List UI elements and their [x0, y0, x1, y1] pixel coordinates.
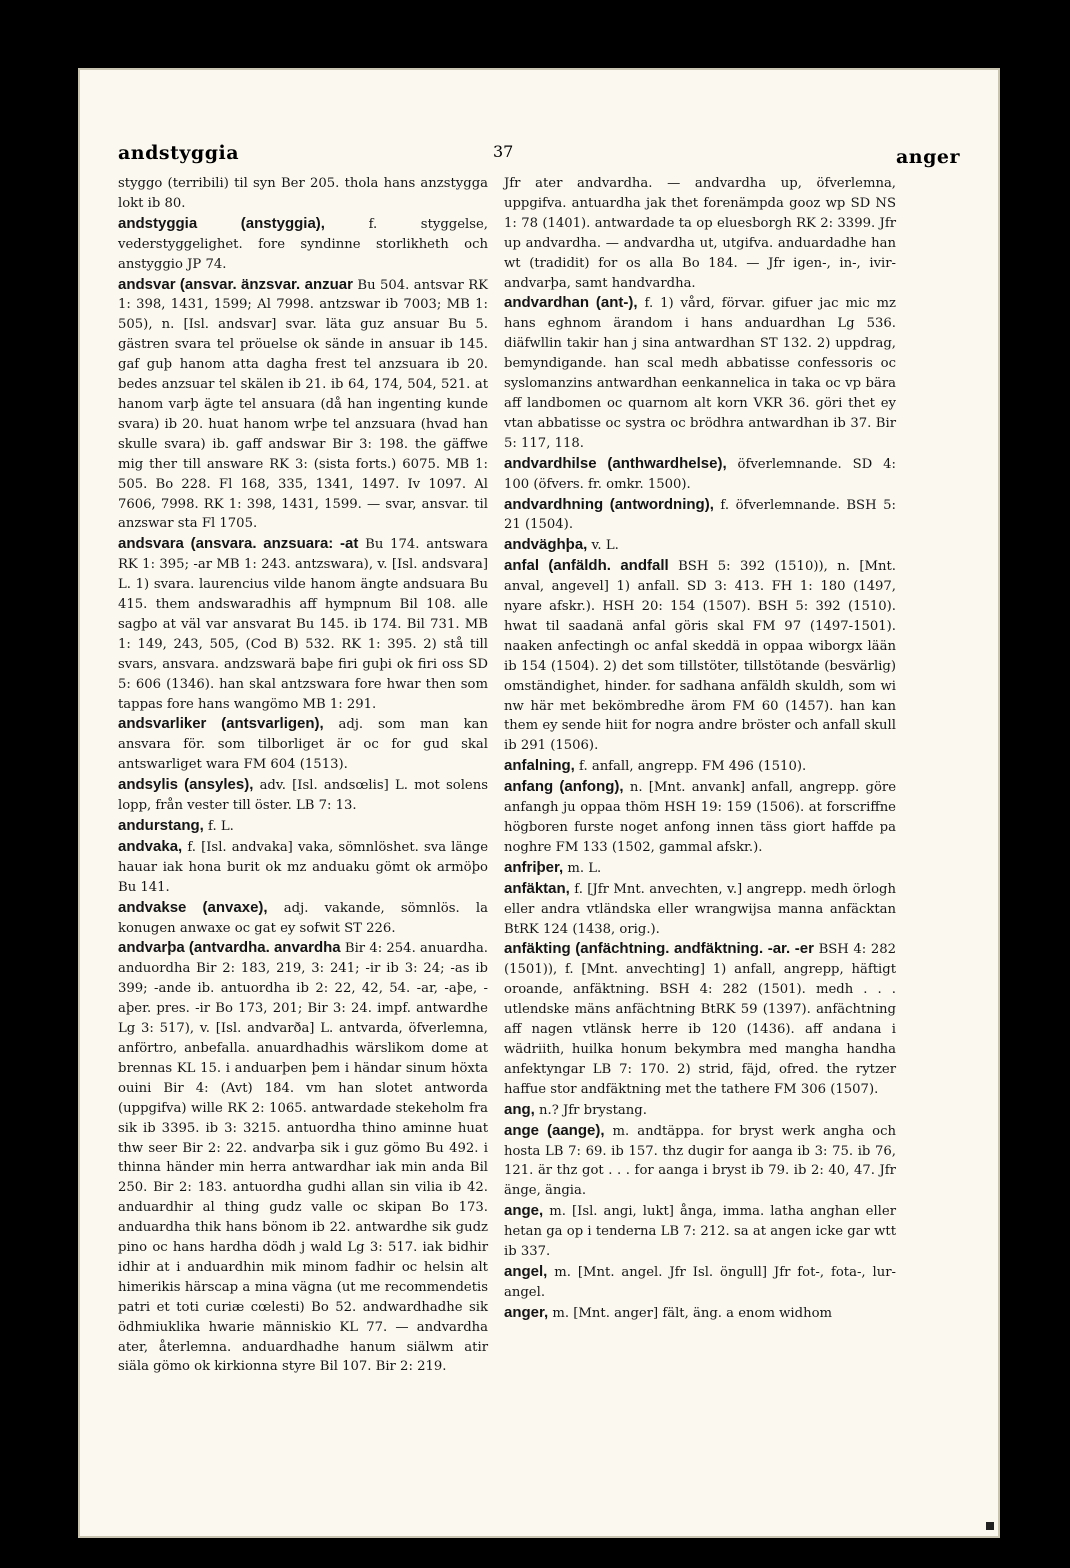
headword: andvardhning (antwordning),	[504, 495, 714, 513]
entry-definition: m. L.	[563, 860, 602, 876]
entry-definition: m. [Isl. angi, lukt] ånga, imma. latha anghan eller hetan ga op i tenderna LB 7: 212. sa at angen icke gar wtt ib 337.	[504, 1204, 896, 1260]
headword: anfriþer,	[504, 858, 564, 876]
dictionary-entry	[504, 777, 896, 858]
entry-definition: m. [Mnt. anger] fält, äng. a enom widhom	[548, 1305, 833, 1321]
dictionary-entry	[118, 775, 488, 816]
headword: andsylis (ansyles),	[118, 776, 254, 794]
dictionary-entry	[504, 939, 896, 1099]
dictionary-entry	[504, 454, 896, 495]
entry-definition: BSH 5: 392 (1510)), n. [Mnt. anval, angevel] 1) anfall. SD 3: 413. FH 1: 180 (1497, nyare afskr.). HSH 20: 154 (1507). BSH 5: 392 (1510). hwat til saadanä anfal göris skal FM 97 (1497-1501). naaken anfectingh oc anfal skeddä in oppaa wiborgx lään ib 154 (1504). 2) det som tillstöter, tillstötande (besvärlig) omständighet, hinder. for sadhana anfäldh skuldh, som wi nw här met bekömbredhe ärom FM 60 (1457). han kan them ey sende hiit for nogra andre bröster och anfall skull ib 291 (1506).	[504, 559, 897, 754]
dictionary-entry	[118, 898, 488, 939]
headword: anger,	[504, 1303, 549, 1321]
entry-definition: f. [Isl. andvaka] vaka, sömnlöshet. sva länge hauar iak hona burit ok mz anduaku gömt ok armöþo Bu 141.	[118, 839, 488, 895]
entry-definition: Jfr ater andvardha. — andvardha up, öfverlemna, uppgifva. antuardha jak thet forenämpda gooz wp SD NS 1: 78 (1401). antwardade ta op eluesborgh RK 2: 3399. Jfr up andvardha. — andvardha ut, utgifva. anduardadhe han wt (tradidit) for os alla Bo 184. — Jfr igen-, in-, ivir-andvarþa, samt handvardha.	[504, 176, 896, 291]
entry-definition: f. [Jfr Mnt. anvechten, v.] angrepp. medh örlogh eller andra vtländska eller wrangwijsa manna anfäcktan BtRK 124 (1438, orig.).	[504, 881, 896, 937]
dictionary-entry	[504, 1100, 896, 1121]
header-right-guideword: anger	[895, 146, 960, 168]
entry-definition: Bir 4: 254. anuardha. anduordha Bir 2: 183, 219, 3: 241; -ir ib 3: 24; -as ib 399; -ande ib. antuordha ib 2: 22, 42, 54. -ar, -aþe, -aþer. pres. -ir Bo 173, 201; Bir 3: 24. impf. antwardhe Lg 3: 517), v. [Isl. andvarða] L. antvarda, öfverlemna, anförtro, anbefalla. anuardhadhis wärslikom dome at brennas KL 15. i anduarþen þem i händar sinum höxta ouini Bir 4: (Avt) 184. vm han slotet antworda (uppgifva) wille RK 2: 1065. antwardade stekeholm fra sik ib 3395. ib 3: 3215. antuordha thino aminne huat thw seer Bir 2: 22. andvarþa sik i guz gömo Bu 492. i thinna händer min herra antwardhar iak min anda Bil 250. Bir 2: 183. antuordha gudhi allan sin vilia ib 42. anduardhir al thing gudz valle oc skipan Bo 173. anduardha thik hans bönom ib 22. antwardhe sik gudz pino oc hans hardha dödh j wald Lg 3: 517. iak bidhir idhir at i anduardhin mik minom fadhir oc helsin alt himerikis härscap a mina vägna (ut me recommendetis patri et toti curiæ cœlesti) Bo 52. andwardhadhe sik ödhmiuklika hwarie människio KL 77. — andvardha ater, återlemna. anduardhadhe hanum siälwm atir siäla gömo ok kirkionna styre Bil 107. Bir 2: 219.	[118, 941, 488, 1375]
headword: andvakse (anvaxe),	[118, 898, 268, 916]
entry-definition: m. andtäppa. for bryst werk angha och hosta LB 7: 69. ib 157. thz dugir for aanga ib 3: 75. ib 76, 121. är thz got . . . for aanga i bryst ib 79. ib 2: 40, 47. Jfr änge, ängia.	[504, 1123, 896, 1199]
entry-definition: n. [Mnt. anvank] anfall, angrepp. göre anfangh ju oppaa thöm HSH 19: 159 (1506). at forscriffne högboren furste noget anfong innen täss giort haffde pa noghre FM 133 (1502, gammal afskr.).	[504, 780, 896, 855]
headword: anfang (anfong),	[504, 778, 624, 796]
dictionary-entry	[118, 938, 488, 1377]
dictionary-entry	[504, 1303, 896, 1324]
headword: andsvarliker (antsvarligen),	[118, 715, 324, 733]
page-number: 37	[493, 142, 514, 161]
dictionary-entry	[504, 535, 896, 556]
dictionary-entry	[118, 174, 488, 214]
page-header	[118, 142, 960, 170]
entry-definition: adj. vakande, sömnlös. la konugen anwaxe oc gat ey sofwit ST 226.	[118, 900, 488, 936]
entry-definition: f. L.	[203, 819, 234, 834]
headword: andstyggia (anstyggia),	[118, 214, 325, 232]
entry-definition: adj. som man kan ansvara för. som tilborliget är oc for gud skal antswarliget wara FM 604 (1513).	[118, 717, 488, 773]
headword: andvardhan (ant-),	[504, 294, 638, 312]
right-column	[504, 174, 896, 1324]
headword: ange (aange),	[504, 1121, 605, 1139]
entry-definition: Bu 174. antswara RK 1: 395; -ar MB 1: 243. antzswara), v. [Isl. andsvara] L. 1) svara. laurencius vilde hanom ängte andsuara Bu 415. them andswaradhis aff hympnum Bil 108. alle sagþo at väl var ansvarat Bu 145. ib 174. Bil 731. MB 1: 149, 243, 505, (Cod B) 532. RK 1: 395. 2) stå till svars, ansvara. andzswarä baþe firi guþi ok firi oss SD 5: 606 (1346). han skal antzswara fore hwar then som tappas fore hans wangömo MB 1: 291.	[118, 537, 488, 712]
entry-definition: styggo (terribili) til syn Ber 205. thola hans anzstygga lokt ib 80.	[118, 176, 488, 211]
entry-definition: öfverlemnande. SD 4: 100 (öfvers. fr. omkr. 1500).	[504, 456, 897, 492]
headword: andvaka,	[118, 837, 183, 855]
dictionary-entry	[504, 293, 896, 453]
entry-definition: BSH 4: 282 (1501)), f. [Mnt. anvechting] 1) anfall, angrepp, häftigt oroande, anfäktning. BSH 4: 282 (1501). medh . . . utlendske mäns anfächtning BtRK 59 (1397). anfächtning aff nagen vtlänsk herre ib 120 (1436). aff andana i wädriith, huilka honum bekymbra med mangha handha anfektyngar LB 7: 170. 2) strid, fäjd, ofred. the rytzer haffue stor andfäktning met the tathere FM 306 (1507).	[504, 942, 897, 1097]
headword: angel,	[504, 1262, 548, 1280]
headword: andvarþa (antvardha. anvardha	[118, 939, 341, 957]
entry-definition: f. 1) vård, förvar. gifuer jac mic mz hans eghnom ärandom i hans anduardhan Lg 536. diäfwllin takir han j sina antwardhan ST 132. 2) uppdrag, bemyndigande. han scal medh abbatisse confessoris oc syslomanzins antwardhan eenkannelica in taka oc vp bära aff landbomen oc quarnom alt korn VKR 36. göri thet ey vtan abbatisse oc systra oc brödhra antwardhan ib 37. Bir 5: 117, 118.	[504, 296, 896, 451]
entry-definition: f. anfall, angrepp. FM 496 (1510).	[574, 759, 807, 775]
headword: andsvara (ansvara. anzsuara: -at	[118, 535, 359, 553]
entry-definition: n.? Jfr brystang.	[534, 1102, 647, 1118]
dictionary-entry	[118, 816, 488, 837]
headword: ange,	[504, 1202, 544, 1220]
dictionary-entry	[118, 837, 488, 898]
dictionary-page	[78, 68, 1000, 1538]
dictionary-entry	[118, 275, 488, 535]
dictionary-entry	[504, 1121, 896, 1202]
dictionary-entry	[504, 556, 896, 756]
headword: andvardhilse (anthwardhelse),	[504, 454, 727, 472]
headword: andsvar (ansvar. änzsvar. anzuar	[118, 275, 353, 293]
dictionary-entry	[118, 534, 488, 714]
headword: andurstang,	[118, 817, 204, 834]
headword: ang,	[504, 1100, 535, 1118]
dictionary-entry	[118, 714, 488, 775]
entry-definition: f. öfverlemnande. BSH 5: 21 (1504).	[504, 497, 896, 533]
dictionary-entry	[118, 214, 488, 275]
entry-definition: adv. [Isl. andsœlis] L. mot solens lopp, från vester till öster. LB 7: 13.	[118, 778, 488, 814]
dictionary-entry	[504, 495, 896, 536]
dictionary-entry	[504, 174, 896, 293]
headword: anfal (anfäldh. andfall	[504, 557, 669, 575]
left-column	[118, 174, 488, 1377]
dictionary-entry	[504, 756, 896, 777]
entry-definition: Bu 504. antsvar RK 1: 398, 1431, 1599; Al 7998. antzswar ib 7003; MB 1: 505), n. [Isl. andsvar] svar. läta guz ansuar Bu 5. gästren svara tel pröuelse ok sände in ansuar ib 145. gaf guþ hanom atta dagha frest tel anzsuara ib 20. bedes anzsuar tel skälen ib 21. ib 64, 174, 504, 521. at hanom varþ ägte tel ansuara (då han ingenting kunde svara) ib 20. huat hanom wrþe tel anzsuara (hvad han skulle svara) ib. gaff andswar Bir 3: 198. the gäffwe mig ther till answare RK 3: (sista forts.) 6075. MB 1: 505. Bo 228. Fl 168, 335, 1341, 1497. Iv 1097. Al 7606, 7998. RK 1: 398, 1431, 1599. — svar, ansvar. til anzswar sta Fl 1705.	[118, 277, 488, 532]
entry-definition: f. styggelse, vederstyggelighet. fore syndinne storlikheth och anstyggio JP 74.	[118, 216, 488, 272]
corner-mark	[986, 1522, 994, 1530]
dictionary-entry	[504, 1262, 896, 1303]
headword: andväghþa,	[504, 536, 588, 554]
header-left-guideword: andstyggia	[118, 142, 240, 164]
entry-definition: v. L.	[587, 538, 619, 554]
headword: anfalning,	[504, 757, 575, 775]
dictionary-entry	[504, 858, 896, 879]
headword: anfäktan,	[504, 879, 570, 897]
headword: anfäkting (anfächtning. andfäktning. -ar. -er	[504, 940, 814, 958]
dictionary-entry	[504, 879, 896, 940]
entry-definition: m. [Mnt. angel. Jfr Isl. öngull] Jfr fot-, fota-, lur-angel.	[504, 1264, 896, 1300]
dictionary-entry	[504, 1201, 896, 1262]
